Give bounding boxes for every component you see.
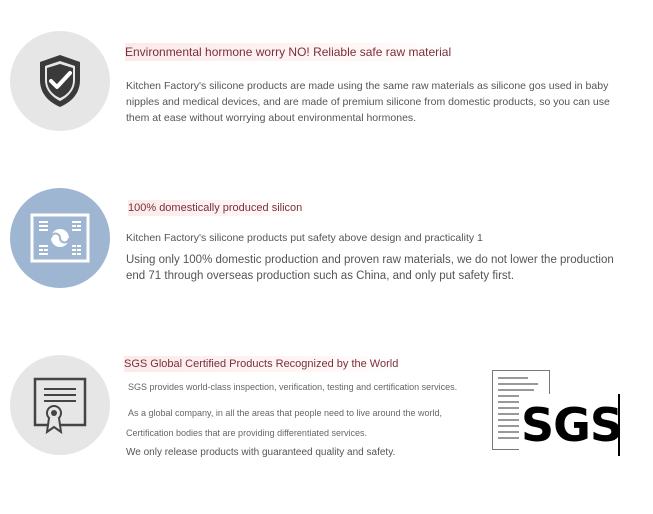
korea-flag-icon (30, 213, 90, 263)
certificate-circle (10, 355, 110, 455)
section-title: Environmental hormone worry NO! Reliable safe raw material (125, 43, 457, 61)
shield-check-icon (35, 52, 85, 110)
section-paragraph: SGS provides world-class inspection, verification, testing and certification services. (128, 382, 458, 392)
sgs-logo: SGS (519, 394, 620, 456)
section-paragraph: As a global company, in all the areas that people need to live around the world, (128, 408, 443, 418)
section-paragraph: Kitchen Factory's silicone products put safety above design and practicality 1 (126, 232, 483, 244)
flag-circle (10, 188, 110, 288)
shield-circle (10, 31, 110, 131)
section-paragraph: Certification bodies that are providing differentiated services. (126, 428, 367, 438)
section-paragraph: We only release products with guaranteed quality and safety. (126, 447, 396, 458)
section-title: 100% domestically produced silicon (128, 200, 308, 216)
certificate-icon (32, 376, 88, 434)
section-paragraph: Kitchen Factory's silicone products are made using the same raw materials as silicone gos used in baby nipples and medical devices, and are made of premium silicone from domestic products, so you can use them at ease without worrying about environmental hormones. (126, 80, 610, 124)
section-paragraph: Using only 100% domestic production and proven raw materials, we do not lower the production end 71 through overseas production such as China, and only put safety first. (126, 254, 614, 282)
section-title: SGS Global Certified Products Recognized by the World (124, 356, 404, 372)
